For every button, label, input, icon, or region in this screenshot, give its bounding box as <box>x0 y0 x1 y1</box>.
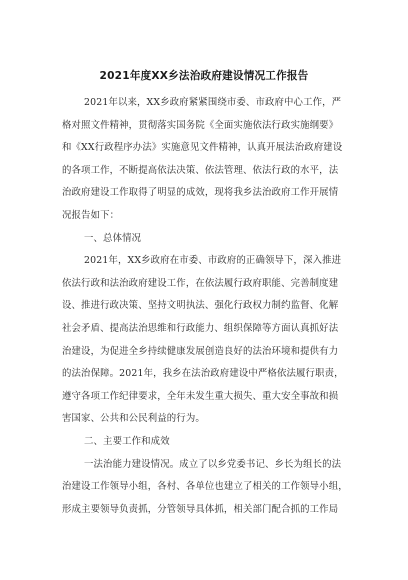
paragraph-line: 2021年，XX乡政府在市委、市政府的正确领导下，深入推进 <box>84 255 342 267</box>
paragraph-line: 治建设，为促进全乡持续健康发展创造良好的法治环境和提供有力 <box>62 345 339 357</box>
paragraph-line: 社会矛盾、提高法治思维和行政能力、组织保障等方面认真抓好法 <box>62 322 339 334</box>
paragraph-line: 的各项工作，不断提高依法决策、依法管理、依法行政的水平，法 <box>62 164 339 176</box>
paragraph-line: 格对照文件精神，贯彻落实国务院《全面实施依法行政实施纲要》 <box>62 119 339 131</box>
paragraph-line: 治建设工作领导小组，各村、各单位也建立了相关的工作领导小组， <box>62 481 348 493</box>
paragraph-line: 和《XX行政程序办法》实施意见文件精神，认真开展法治政府建设 <box>62 142 343 154</box>
document-title: 2021年度XX乡法治政府建设情况工作报告 <box>99 70 309 82</box>
paragraph-line: 设、推进行政决策、坚持文明执法、强化行政权力制约监督、化解 <box>62 300 339 312</box>
paragraph-line: 依法行政和法治政府建设工作，在依法履行政府职能、完善制度建 <box>62 277 339 289</box>
document-body <box>62 92 362 521</box>
section-heading: 一、总体情况 <box>84 232 142 244</box>
paragraph-line: 治政府建设工作取得了明显的成效，现将我乡法治政府工作开展情 <box>62 187 339 199</box>
paragraph-line: 形成主要领导负责抓，分管领导具体抓，相关部门配合抓的工作局 <box>62 503 339 515</box>
paragraph-line: 遵守各项工作纪律要求，全年未发生重大损失、重大安全事故和损 <box>62 390 339 402</box>
paragraph-line: 况报告如下： <box>62 209 120 221</box>
section-heading: 二、主要工作和成效 <box>84 435 170 447</box>
paragraph-line: 的法治保障。2021年，我乡在法治政府建设中严格依法履行职责， <box>62 368 344 380</box>
paragraph-line: 一法治能力建设情况。成立了以乡党委书记、乡长为组长的法 <box>84 458 342 470</box>
paragraph-line: 2021年以来，XX乡政府紧紧围绕市委、市政府中心工作，严 <box>84 97 342 108</box>
paragraph-line: 害国家、公共和公民利益的行为。 <box>62 413 205 425</box>
